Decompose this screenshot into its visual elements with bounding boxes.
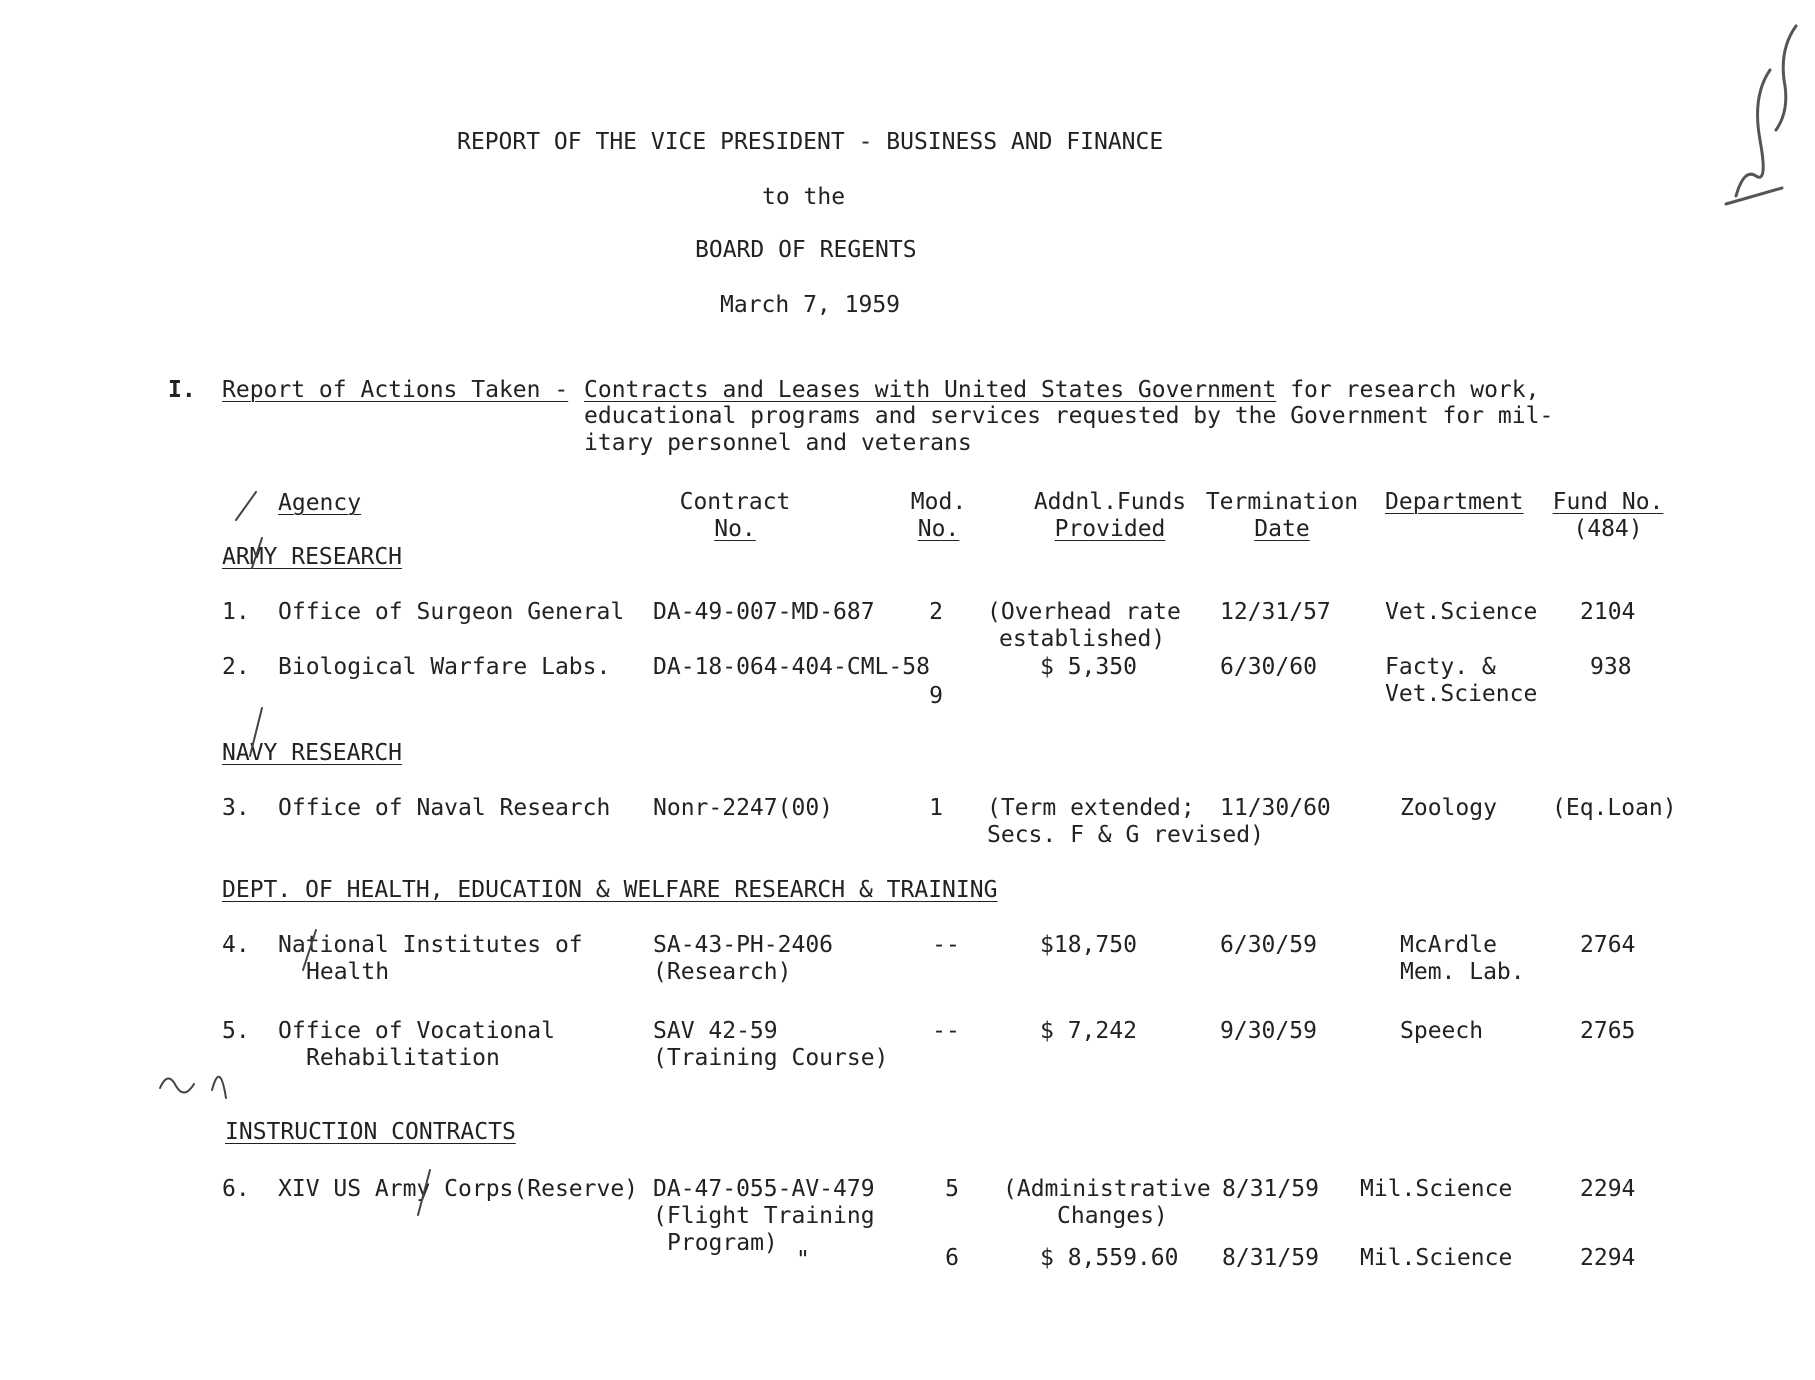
row-4-contract-1: SA-43-PH-2406: [653, 932, 834, 958]
row-1-term: 12/31/57: [1220, 599, 1331, 625]
check-mark-army: [252, 538, 262, 568]
col-agency: Agency: [278, 490, 362, 516]
row-2-funds: $ 5,350: [1040, 654, 1137, 680]
row-1-mod: 2: [929, 599, 943, 625]
row-5-agency-2: Rehabilitation: [306, 1045, 500, 1071]
row-4-term: 6/30/59: [1220, 932, 1317, 958]
section-number: I.: [168, 377, 196, 403]
row-3-num: 3.: [222, 795, 250, 821]
row-4-fund: 2764: [1580, 932, 1636, 958]
section-heading: Report of Actions Taken -: [222, 377, 569, 403]
row-5-funds: $ 7,242: [1040, 1018, 1137, 1044]
row-6-term-b: 8/31/59: [1222, 1245, 1319, 1271]
row-3-fund: (Eq.Loan): [1552, 795, 1677, 821]
row-2-dept-2: Vet.Science: [1385, 681, 1538, 707]
report-to-the: to the: [762, 184, 846, 210]
check-mark-navy: [250, 708, 262, 756]
row-6-funds-a1: (Administrative: [1003, 1176, 1211, 1202]
group-hew: DEPT. OF HEALTH, EDUCATION & WELFARE RESEARCH & TRAINING: [222, 877, 998, 903]
row-5-mod: --: [932, 1018, 960, 1044]
col-term-2: Date: [1254, 516, 1310, 542]
report-date: March 7, 1959: [720, 292, 901, 318]
row-2-dept-1: Facty. &: [1385, 654, 1496, 680]
check-mark-nih: [303, 930, 316, 970]
row-6-fund-a: 2294: [1580, 1176, 1636, 1202]
row-6-term-a: 8/31/59: [1222, 1176, 1319, 1202]
section-subject: Contracts and Leases with United States Government: [584, 377, 1277, 403]
row-2-agency: Biological Warfare Labs.: [278, 654, 611, 680]
row-6-dept-b: Mil.Science: [1360, 1245, 1513, 1271]
row-5-fund: 2765: [1580, 1018, 1636, 1044]
row-4-agency-1: National Institutes of: [278, 932, 583, 958]
col-mod-1: Mod.: [910, 489, 967, 515]
row-2-fund: 938: [1590, 654, 1632, 680]
row-6-dept-a: Mil.Science: [1360, 1176, 1513, 1202]
col-fund-2: (484): [1573, 516, 1643, 542]
row-1-funds-1: (Overhead rate: [987, 599, 1181, 625]
section-line-2: educational programs and services requested by the Government for mil-: [584, 403, 1554, 429]
row-2-term: 6/30/60: [1220, 654, 1317, 680]
row-5-contract-2: (Training Course): [653, 1045, 889, 1071]
row-6-contract-2: (Flight Training: [653, 1203, 875, 1229]
row-4-dept-2: Mem. Lab.: [1400, 959, 1525, 985]
check-mark-agency: [236, 492, 256, 520]
row-4-num: 4.: [222, 932, 250, 958]
row-5-dept: Speech: [1400, 1018, 1484, 1044]
row-1-funds-2: established): [999, 626, 1166, 652]
row-3-term: 11/30/60: [1220, 795, 1331, 821]
col-contract-1: Contract: [679, 489, 791, 515]
margin-scribble-2: [212, 1077, 226, 1098]
row-1-num: 1.: [222, 599, 250, 625]
group-instruction: INSTRUCTION CONTRACTS: [225, 1119, 516, 1145]
row-6-ditto: ": [796, 1247, 810, 1273]
row-1-dept: Vet.Science: [1385, 599, 1538, 625]
corner-scribble: [1736, 70, 1770, 196]
row-1-agency: Office of Surgeon General: [278, 599, 625, 625]
row-4-agency-2: Health: [306, 959, 390, 985]
row-5-term: 9/30/59: [1220, 1018, 1317, 1044]
row-6-agency: XIV US Army Corps(Reserve): [278, 1176, 639, 1202]
group-navy: NAVY RESEARCH: [222, 740, 403, 766]
row-6-contract-1: DA-47-055-AV-479: [653, 1176, 875, 1202]
section-line-1-rest: for research work,: [1276, 377, 1540, 403]
col-fund-1: Fund No.: [1552, 489, 1664, 515]
check-mark-xiv: [418, 1170, 430, 1215]
col-funds-1: Addnl.Funds: [1033, 489, 1187, 515]
col-dept: Department: [1385, 489, 1524, 515]
row-6-mod-a: 5: [945, 1176, 959, 1202]
row-6-num: 6.: [222, 1176, 250, 1202]
row-3-contract: Nonr-2247(00): [653, 795, 834, 821]
report-title: REPORT OF THE VICE PRESIDENT - BUSINESS AND FINANCE: [457, 129, 1164, 155]
row-3-agency: Office of Naval Research: [278, 795, 611, 821]
row-5-contract-1: SAV 42-59: [653, 1018, 778, 1044]
col-contract-2: No.: [714, 516, 756, 542]
row-2-mod: 9: [929, 683, 943, 709]
row-3-funds-1: (Term extended;: [987, 795, 1195, 821]
row-4-dept-1: McArdle: [1400, 932, 1497, 958]
margin-scribble: [160, 1078, 194, 1092]
row-6-funds-a2: Changes): [1057, 1203, 1168, 1229]
report-board: BOARD OF REGENTS: [695, 237, 917, 263]
row-2-num: 2.: [222, 654, 250, 680]
row-6-mod-b: 6: [945, 1245, 959, 1271]
col-term-1: Termination: [1205, 489, 1359, 515]
row-5-num: 5.: [222, 1018, 250, 1044]
row-1-fund: 2104: [1580, 599, 1636, 625]
row-3-dept: Zoology: [1400, 795, 1497, 821]
row-2-contract: DA-18-064-404-CML-58: [653, 654, 930, 680]
col-funds-2: Provided: [1054, 516, 1166, 542]
row-6-contract-3: Program): [667, 1230, 778, 1256]
row-3-mod: 1: [929, 795, 943, 821]
row-1-contract: DA-49-007-MD-687: [653, 599, 875, 625]
row-6-funds-b: $ 8,559.60: [1040, 1245, 1179, 1271]
section-line-3: itary personnel and veterans: [584, 430, 972, 456]
row-5-agency-1: Office of Vocational: [278, 1018, 555, 1044]
col-mod-2: No.: [917, 516, 960, 542]
row-4-mod: --: [932, 932, 960, 958]
row-6-fund-b: 2294: [1580, 1245, 1636, 1271]
corner-scribble-3: [1776, 26, 1796, 130]
row-4-funds: $18,750: [1040, 932, 1137, 958]
row-4-contract-2: (Research): [653, 959, 792, 985]
row-3-funds-2: Secs. F & G revised): [987, 822, 1264, 848]
group-army: ARMY RESEARCH: [222, 544, 403, 570]
corner-scribble-2: [1726, 188, 1782, 204]
